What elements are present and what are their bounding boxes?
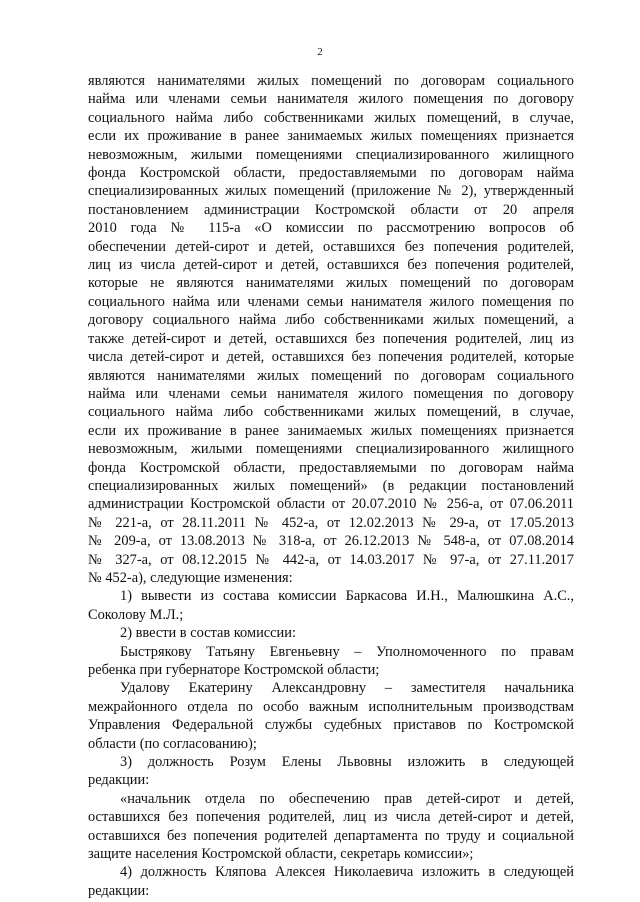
text-line: социального найма или членами семьи нанимателя жилого помещения по — [88, 293, 574, 310]
text-line: фонда Костромской области, предоставляемыми по договорам найма — [88, 459, 574, 476]
text-line: защите населения Костромской области, секретарь комиссии»; — [88, 846, 474, 863]
text-line: также детей-сирот и детей, оставшихся без попечения родителей, лиц из — [88, 330, 574, 347]
text-line: № 327-а, от 08.12.2015 № 442-а, от 14.03.2017 № 97-а, от 27.11.2017 — [88, 551, 574, 568]
text-line: Удалову Екатерину Александровну – заместителя начальника — [120, 680, 574, 697]
text-line: невозможным, жилыми помещениями специализированного жилищного — [88, 146, 574, 163]
text-line: № 209-а, от 13.08.2013 № 318-а, от 26.12.2013 № 548-а, от 07.08.2014 — [88, 533, 574, 550]
text-line: специализированных жилых помещений» (в редакции постановлений — [88, 477, 574, 494]
text-line: если их проживание в ранее занимаемых жилых помещениях признается — [88, 422, 574, 439]
text-line: Быстрякову Татьяну Евгеньевну – Уполномоченного по правам — [120, 643, 574, 660]
page-number: 2 — [317, 46, 323, 58]
text-line: оставшихся без попечения родителей, лиц из числа детей-сирот и детей, — [88, 809, 574, 826]
text-line: редакции: — [88, 882, 150, 899]
text-line: найма или членами семьи нанимателя жилого помещения по договору — [88, 385, 574, 402]
text-line: лиц из числа детей-сирот и детей, оставшихся без попечения родителей, — [88, 257, 574, 274]
text-line: оставшихся без попечения родителей департамента по труду и социальной — [88, 827, 574, 844]
text-line: редакции: — [88, 772, 150, 789]
text-line: «начальник отдела по обеспечению прав детей-сирот и детей, — [120, 790, 574, 807]
text-line: договору социального найма либо собственниками жилых помещений, а — [88, 312, 574, 329]
text-line: невозможным, жилыми помещениями специализированного жилищного — [88, 441, 574, 458]
text-line: постановлением администрации Костромской области от 20 апреля — [88, 201, 574, 218]
text-line: Соколову М.Л.; — [88, 606, 184, 623]
text-line: № 221-а, от 28.11.2011 № 452-а, от 12.02.2013 № 29-а, от 17.05.2013 — [88, 514, 574, 531]
text-line: администрации Костромской области от 20.07.2010 № 256-а, от 07.06.2011 — [88, 496, 574, 513]
text-line: области (по согласованию); — [88, 735, 257, 752]
text-line: обеспечении детей-сирот и детей, оставшихся без попечения родителей, — [88, 238, 574, 255]
text-line: 2) ввести в состав комиссии: — [120, 625, 296, 642]
text-line: являются нанимателями жилых помещений по договорам социального — [88, 73, 574, 89]
text-line: Управления Федеральной службы судебных приставов по Костромской — [88, 717, 574, 734]
text-line: социального найма либо собственниками жилых помещений, в случае, — [88, 404, 574, 421]
text-line: найма или членами семьи нанимателя жилого помещения по договору — [88, 91, 574, 108]
text-line: 3) должность Розум Елены Львовны изложить в следующей — [120, 754, 574, 771]
text-line: фонда Костромской области, предоставляемыми по договорам найма — [88, 165, 574, 182]
text-line: 1) вывести из состава комиссии Баркасова И.Н., Малюшкина А.С., — [120, 588, 574, 605]
text-line: 4) должность Кляпова Алексея Николаевича изложить в следующей — [120, 864, 574, 881]
text-line: которые не являются нанимателями жилых помещений по договорам — [88, 275, 574, 292]
text-line: числа детей-сирот и детей, оставшихся без попечения родителей, которые — [88, 349, 574, 366]
text-line: социального найма либо собственниками жилых помещений, в случае, — [88, 109, 574, 126]
text-line: специализированных жилых помещений (приложение № 2), утвержденный — [88, 183, 574, 200]
text-line: № 452-а), следующие изменения: — [88, 569, 293, 586]
text-line: если их проживание в ранее занимаемых жилых помещениях признается — [88, 128, 574, 145]
text-line: 2010 года № 115-а «О комиссии по рассмотрению вопросов об — [88, 220, 574, 237]
text-line: ребенка при губернаторе Костромской области; — [88, 662, 380, 678]
body-text — [88, 72, 574, 900]
text-line: межрайонного отдела по особо важным исполнительным производствам — [88, 698, 574, 715]
text-line: являются нанимателями жилых помещений по договорам социального — [88, 367, 574, 384]
